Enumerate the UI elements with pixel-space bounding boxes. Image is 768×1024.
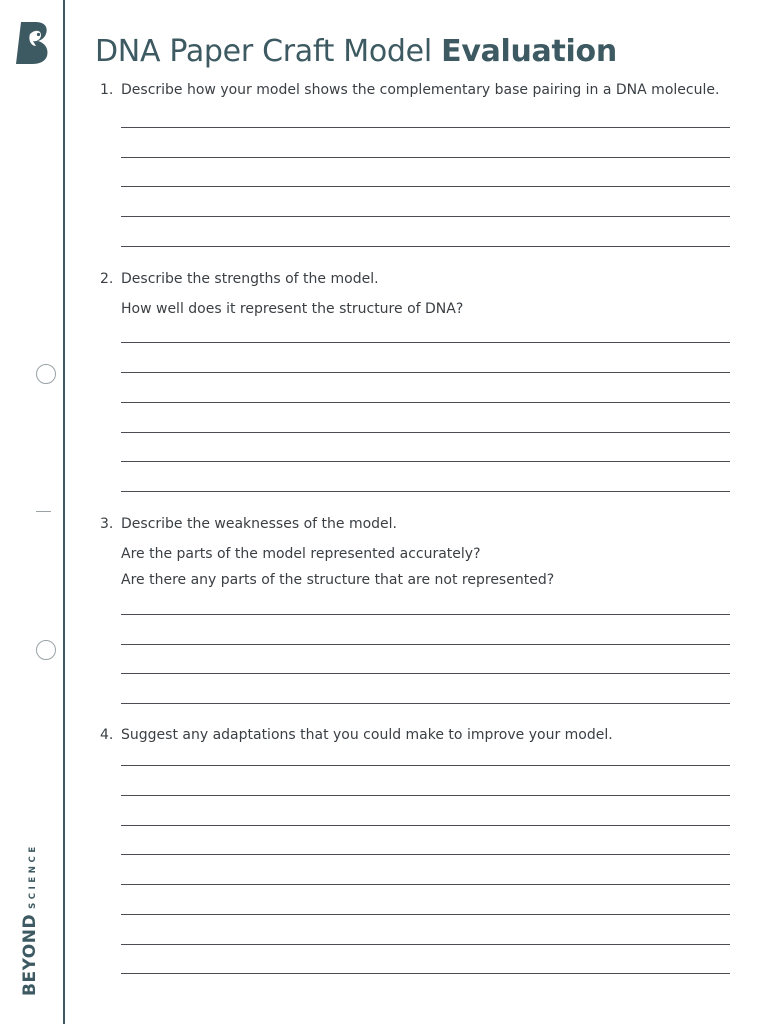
question-text: Suggest any adaptations that you could make to improve your model. [121,727,613,743]
beyond-logo-icon [14,20,52,66]
question-text: Describe how your model shows the complementary base pairing in a DNA molecule. [121,82,720,98]
fold-mark [36,511,51,512]
answer-line[interactable] [121,644,730,645]
question-text: Describe the strengths of the model. [121,271,379,287]
answer-line[interactable] [121,402,730,403]
title-regular: DNA Paper Craft Model [95,34,432,69]
question-text: Describe the weaknesses of the model. [121,516,398,532]
answer-line[interactable] [121,246,730,247]
answer-line[interactable] [121,673,730,674]
punch-hole-lower [36,640,56,660]
brand-wordmark [20,843,40,996]
answer-line[interactable] [121,342,730,343]
question-number: 1. [100,82,114,98]
answer-line[interactable] [121,914,730,915]
answer-line[interactable] [121,795,730,796]
answer-line[interactable] [121,127,730,128]
question-number: 4. [100,727,114,743]
answer-line[interactable] [121,973,730,974]
question-subtext: Are the parts of the model represented accurately? [121,546,481,562]
answer-line[interactable] [121,432,730,433]
answer-line[interactable] [121,216,730,217]
question-number: 2. [100,271,114,287]
question-number: 3. [100,516,114,532]
answer-line[interactable] [121,944,730,945]
answer-line[interactable] [121,614,730,615]
answer-line[interactable] [121,884,730,885]
question-subtext: How well does it represent the structure of DNA? [121,301,464,317]
answer-line[interactable] [121,703,730,704]
answer-line[interactable] [121,491,730,492]
margin-rule [63,0,65,1024]
answer-line[interactable] [121,461,730,462]
answer-line[interactable] [121,765,730,766]
title-bold: Evaluation [441,34,617,69]
brand-primary: BEYOND [20,913,40,996]
answer-line[interactable] [121,372,730,373]
answer-line[interactable] [121,825,730,826]
question-subtext: Are there any parts of the structure that are not represented? [121,572,555,588]
answer-line[interactable] [121,157,730,158]
punch-hole-upper [36,364,56,384]
answer-line[interactable] [121,854,730,855]
page-title [95,34,617,69]
answer-line[interactable] [121,186,730,187]
brand-secondary: SCIENCE [28,843,38,909]
